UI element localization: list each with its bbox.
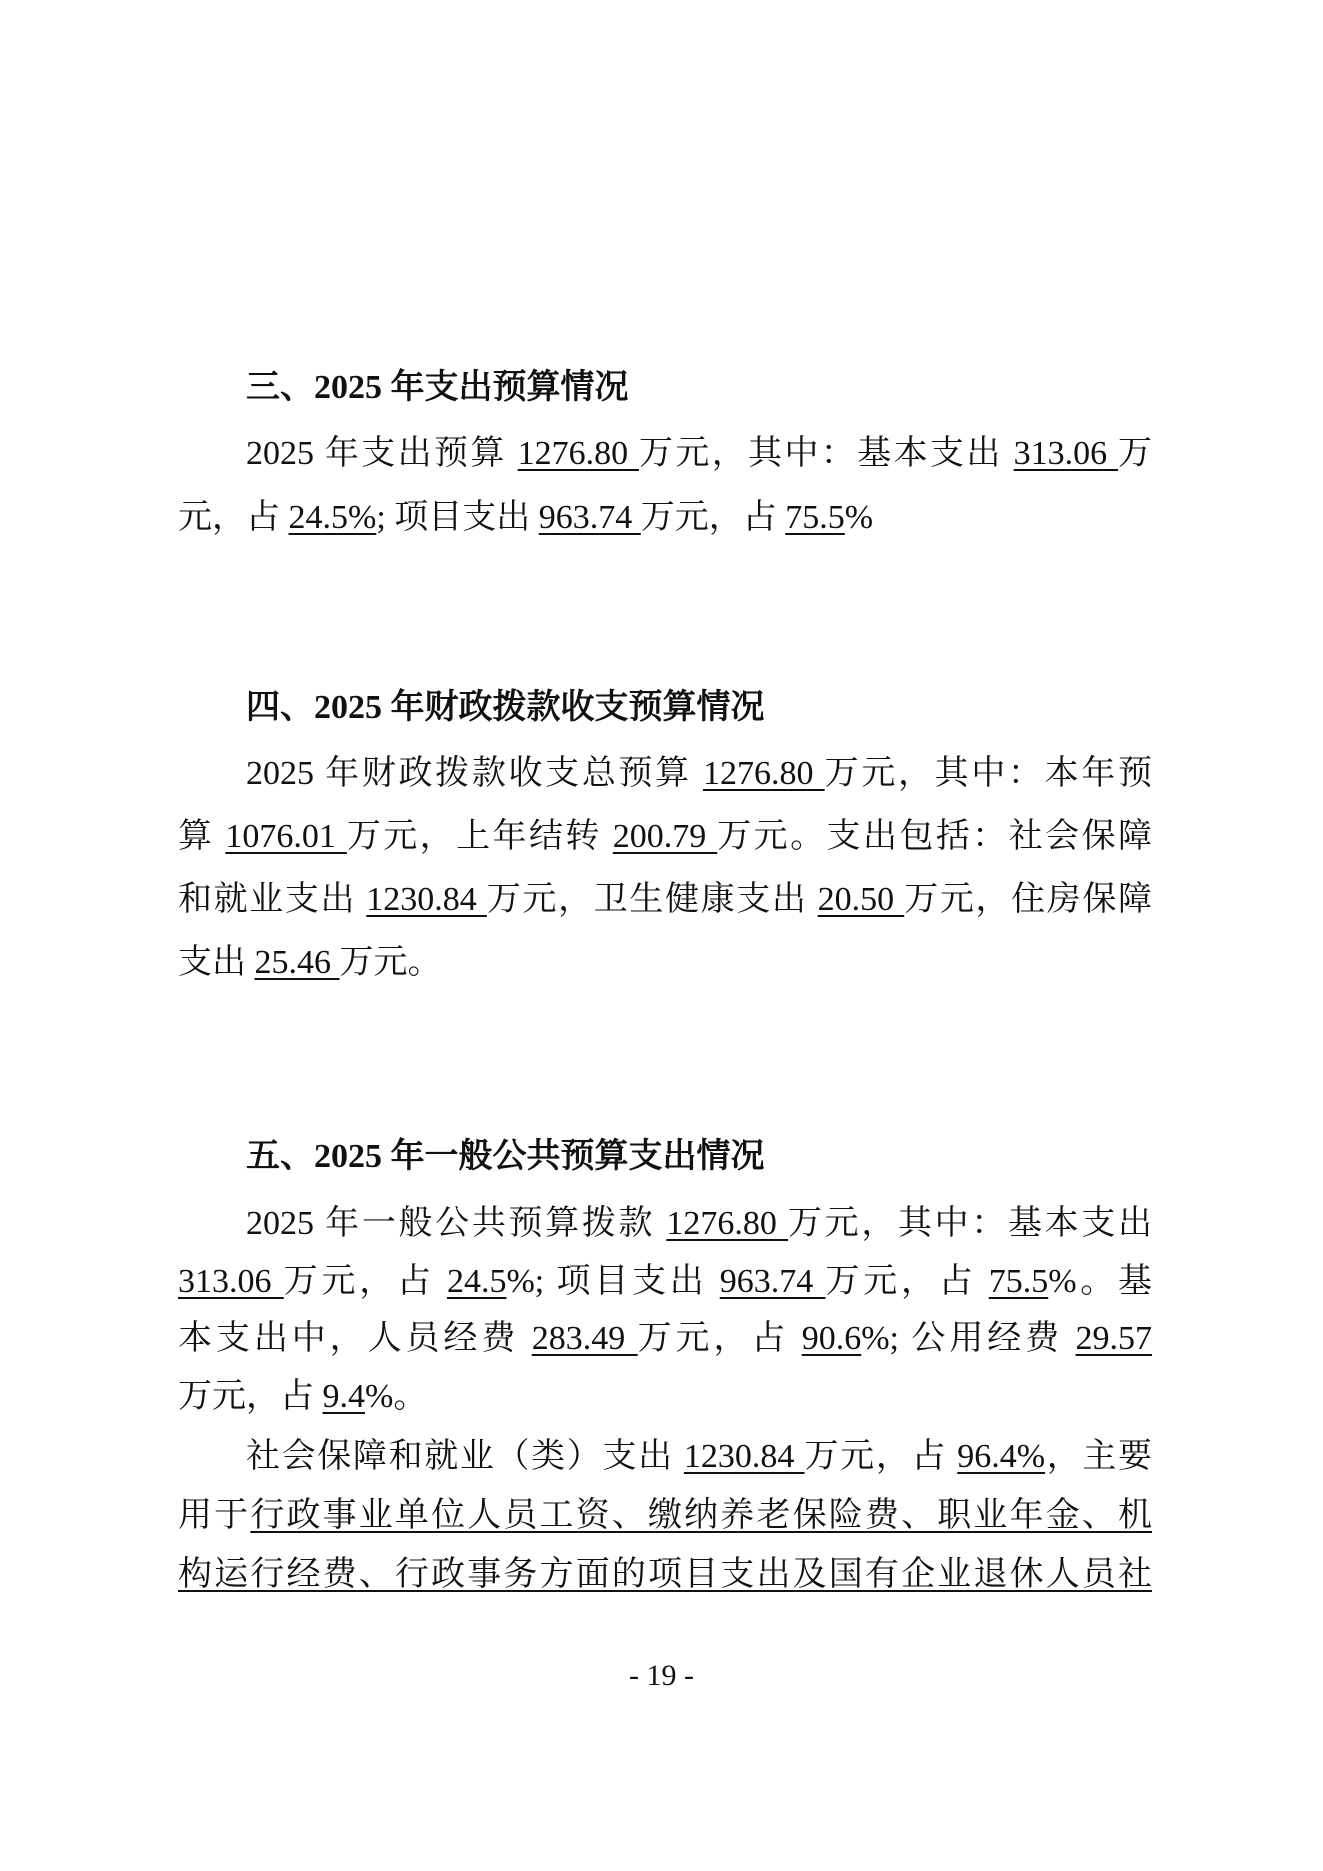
- paragraph: [178, 1195, 1152, 1425]
- underlined-text: 1276.80: [666, 1205, 789, 1242]
- text-line: [178, 931, 1152, 994]
- page-number: - 19 -: [629, 1659, 694, 1692]
- text-segment: %。: [365, 1377, 428, 1415]
- text-line: [178, 1545, 1152, 1604]
- text-segment: 2025 年一般公共预算拨款: [246, 1205, 667, 1242]
- text-segment: 万元，占: [804, 1438, 958, 1475]
- paragraph: [178, 422, 1152, 550]
- text-segment: 支出: [178, 944, 255, 981]
- text-segment: ，主要: [1045, 1438, 1152, 1475]
- underlined-text: 200.79: [612, 818, 718, 855]
- underlined-text: 313.06: [1013, 435, 1118, 472]
- text-segment: 元，占: [178, 499, 289, 536]
- text-segment: 万元，占: [637, 1320, 802, 1357]
- text-segment: 2025 年财政拨款收支总预算: [246, 755, 703, 792]
- text-segment: 万元，其中：本年预: [824, 755, 1152, 792]
- text-segment: 万: [1118, 435, 1152, 472]
- underlined-text: 9.4: [322, 1377, 365, 1415]
- section-heading: 三、2025 年支出预算情况: [246, 369, 629, 406]
- underlined-text: 29.57: [1075, 1320, 1152, 1357]
- paragraph: [178, 1427, 1152, 1604]
- text-segment: 万元，其中：基本支出: [788, 1205, 1152, 1242]
- text-segment: 万元。: [339, 944, 442, 981]
- paragraph: [178, 742, 1152, 994]
- underlined-text: 25.46: [254, 944, 340, 981]
- text-line: [178, 486, 1152, 550]
- underlined-text: 1276.80: [703, 755, 825, 792]
- underlined-text: 1276.80: [517, 435, 639, 472]
- text-line: [178, 1427, 1152, 1486]
- text-segment: 算: [178, 818, 226, 855]
- text-segment: 社会保障和就业（类）支出: [246, 1438, 684, 1475]
- text-segment: 万元，占: [178, 1377, 323, 1415]
- underlined-text: 963.74: [719, 1262, 826, 1300]
- text-segment: 万元，占: [825, 1262, 989, 1300]
- text-line: [178, 742, 1152, 805]
- text-segment: 用于: [178, 1497, 251, 1534]
- text-line: [178, 1310, 1152, 1368]
- underlined-text: 20.50: [817, 881, 905, 918]
- section-heading: 四、2025 年财政拨款收支预算情况: [246, 689, 765, 726]
- text-segment: %。基: [1048, 1262, 1152, 1300]
- underlined-text: 24.5%: [288, 499, 377, 536]
- underlined-text: 313.06: [178, 1262, 284, 1300]
- underlined-text: 24.5: [446, 1262, 507, 1300]
- text-segment: 万元，占: [640, 499, 786, 536]
- text-line: [178, 868, 1152, 931]
- underlined-text: 1076.01: [225, 818, 347, 855]
- text-segment: 万元，占: [283, 1262, 447, 1300]
- underlined-text: 75.5: [785, 499, 845, 536]
- text-segment: 万元，住房保障: [904, 881, 1152, 918]
- underlined-text: 75.5: [988, 1262, 1049, 1300]
- text-line: [178, 422, 1152, 486]
- underlined-text: 1230.84: [366, 881, 487, 918]
- underlined-text: 行政事业单位人员工资、缴纳养老保险费、职业年金、机: [250, 1497, 1152, 1534]
- text-segment: 万元，上年结转: [346, 818, 613, 855]
- text-segment: %; 项目支出: [506, 1262, 720, 1300]
- text-segment: 万元，卫生健康支出: [486, 881, 818, 918]
- text-line: [178, 1253, 1152, 1311]
- text-line: [178, 1486, 1152, 1545]
- text-line: [178, 1195, 1152, 1253]
- text-segment: %; 公用经费: [861, 1320, 1076, 1357]
- underlined-text: 96.4%: [957, 1438, 1046, 1475]
- text-segment: 万元。支出包括：社会保障: [717, 818, 1152, 855]
- underlined-text: 963.74: [538, 499, 641, 536]
- text-line: [178, 1368, 1152, 1426]
- text-segment: 和就业支出: [178, 881, 367, 918]
- underlined-text: 283.49: [531, 1320, 638, 1357]
- underlined-text: 90.6: [801, 1320, 862, 1357]
- text-segment: 本支出中，人员经费: [178, 1320, 532, 1357]
- text-segment: 万元，其中：基本支出: [639, 435, 1014, 472]
- underlined-text: 构运行经费、行政事务方面的项目支出及国有企业退休人员社: [178, 1556, 1152, 1593]
- text-segment: ; 项目支出: [376, 499, 539, 536]
- section-heading: 五、2025 年一般公共预算支出情况: [246, 1138, 765, 1175]
- text-segment: 2025 年支出预算: [246, 435, 518, 472]
- text-segment: %: [844, 499, 874, 536]
- underlined-text: 1230.84: [683, 1438, 805, 1475]
- text-line: [178, 805, 1152, 868]
